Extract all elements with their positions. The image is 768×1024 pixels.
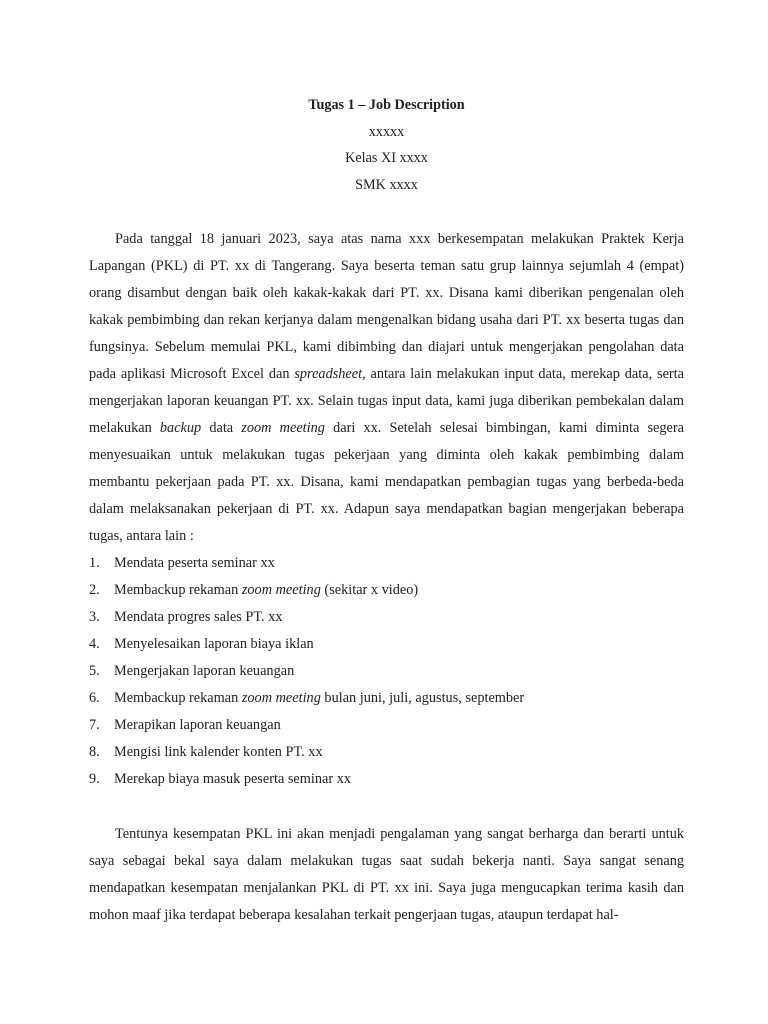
list-item-text: [114, 577, 418, 604]
paragraph-text: data: [201, 420, 242, 436]
list-number: 5.: [89, 663, 100, 679]
list-item: [89, 766, 684, 793]
list-item-text: [114, 685, 524, 712]
spacer: [89, 198, 684, 226]
text-part: Membackup rekaman: [114, 690, 242, 706]
paragraph-text: mendapatkan kesempatan menjalankan PKL di PT. xx ini. Saya juga mengucapkan terima kasih: [89, 880, 659, 896]
paragraph-text: bagian mengerjakan beberapa tugas, antara lain :: [89, 501, 685, 544]
list-item-text: Mendata peserta seminar xx: [114, 555, 275, 571]
text-part: Membackup rekaman: [114, 582, 242, 598]
list-item-text: Mengerjakan laporan keuangan: [114, 663, 295, 679]
student-class: Kelas XI xxxx: [345, 150, 428, 166]
list-number: 4.: [89, 636, 100, 652]
closing-paragraph: [89, 821, 684, 929]
list-item-text: Mengisi link kalender konten PT. xx: [114, 744, 323, 760]
list-item: [89, 577, 684, 604]
document-page: [89, 92, 684, 929]
paragraph-text: Lapangan (PKL) di PT. xx di Tangerang. Saya beserta teman satu grup lainnya sejumlah 4 (empat): [89, 258, 684, 274]
list-number: 9.: [89, 771, 100, 787]
list-item: [89, 604, 684, 631]
list-item-text: Menyelesaikan laporan biaya iklan: [114, 636, 314, 652]
paragraph-text: dari xx. Setelah selesai bimbingan, kami: [324, 420, 588, 436]
list-item: [89, 739, 684, 766]
intro-paragraph: [89, 226, 684, 550]
paragraph-text: dan fungsinya. Sebelum memulai PKL, kami dibimbing dan diajari untuk mengerjakan pengolahan: [89, 312, 685, 355]
paragraph-text: orang disambut dengan baik oleh kakak-kakak dari PT. xx. Disana kami diberikan pengenalan oleh: [89, 285, 684, 301]
document-title: Tugas 1 – Job Description: [308, 97, 465, 113]
paragraph-text: untuk saya sebagai bekal saya dalam melakukan tugas saat sudah bekerja nanti. Saya sangat senang: [89, 826, 685, 869]
student-name: xxxxx: [368, 123, 405, 140]
list-item-text: Mendata progres sales PT. xx: [114, 609, 283, 625]
list-item: [89, 658, 684, 685]
list-number: 7.: [89, 717, 100, 733]
list-number: 8.: [89, 744, 100, 760]
list-item-text: Merapikan laporan keuangan: [114, 717, 281, 733]
emphasis-text: zoom meeting: [241, 690, 321, 706]
paragraph-text: tugas yang berbeda-beda dalam melaksanakan pekerjaan di PT. xx. Adapun saya mendapatkan: [89, 474, 684, 517]
paragraph-text: Tentunya kesempatan PKL ini akan menjadi pengalaman yang sangat berharga dan berarti: [115, 826, 647, 842]
document-header: [89, 92, 684, 198]
list-number: 2.: [89, 582, 100, 598]
task-list: [89, 550, 684, 793]
text-part: (sekitar x video): [320, 582, 419, 598]
emphasis-text: backup: [159, 420, 202, 436]
list-item-text: Merekap biaya masuk peserta seminar xx: [114, 771, 352, 787]
paragraph-text: kakak pembimbing dan rekan kerjanya dalam mengenalkan bidang usaha dari PT. xx beserta tugas: [89, 312, 660, 328]
paragraph-text: pembekalan dalam melakukan: [89, 393, 684, 436]
paragraph-text: data, serta mengerjakan laporan keuangan PT. xx. Selain tugas input data, kami juga diberikan: [89, 366, 684, 409]
school-name: SMK xxxx: [355, 176, 418, 193]
paragraph-text: , antara lain melakukan input data, merekap: [362, 366, 620, 382]
list-item: [89, 685, 684, 712]
list-item: [89, 550, 684, 577]
spacer: [89, 793, 684, 821]
emphasis-text: zoom meeting: [241, 582, 321, 598]
text-part: bulan juni, juli, agustus, september: [320, 690, 525, 706]
list-number: 1.: [89, 555, 100, 571]
paragraph-text: dan mohon maaf jika terdapat beberapa kesalahan terkait pengerjaan tugas, ataupun terdapat hal-: [89, 880, 685, 923]
paragraph-text: Pada tanggal 18 januari 2023, saya atas nama xxx berkesempatan melakukan Praktek Kerja: [115, 231, 684, 247]
emphasis-text: zoom meeting: [241, 420, 325, 436]
paragraph-text: pembimbing dalam membantu pekerjaan pada PT. xx. Disana, kami mendapatkan pembagian: [89, 447, 684, 490]
list-item: [89, 631, 684, 658]
paragraph-text: data pada aplikasi Microsoft Excel dan: [89, 339, 684, 382]
paragraph-text: diminta segera menyesuaikan untuk melakukan tugas pekerjaan yang diminta oleh kakak: [89, 420, 684, 463]
list-number: 3.: [89, 609, 100, 625]
emphasis-text: spreadsheet: [294, 366, 363, 382]
list-item: [89, 712, 684, 739]
list-number: 6.: [89, 690, 100, 706]
